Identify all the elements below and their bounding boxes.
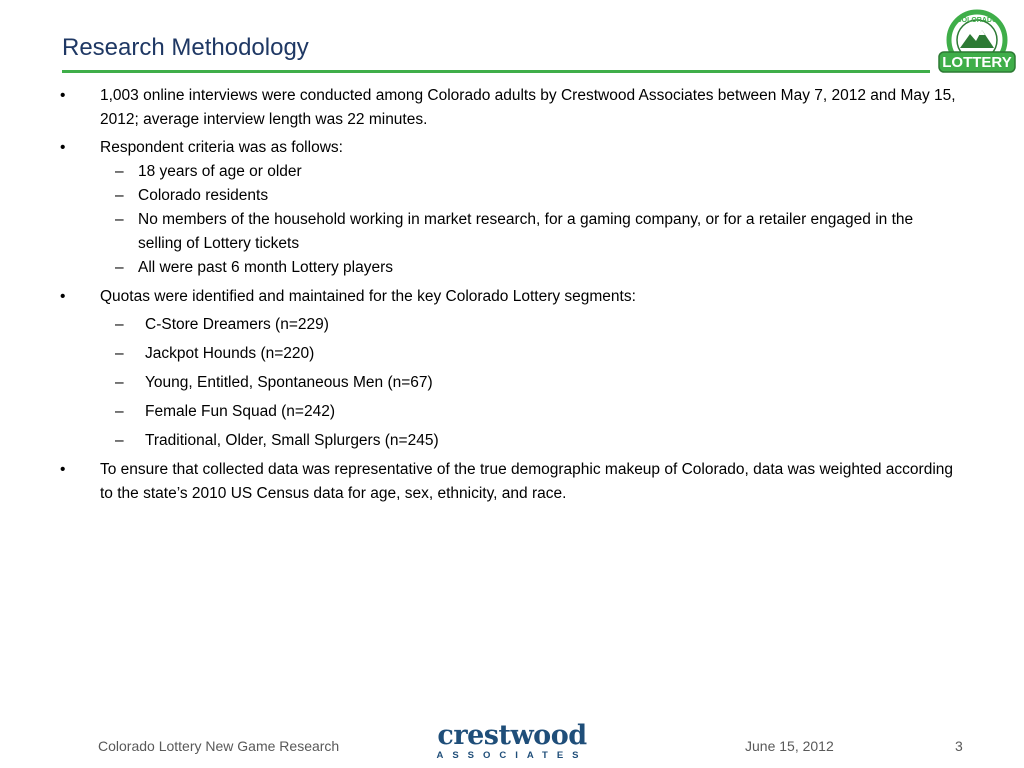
title-divider [62,70,930,73]
bullet-marker: • [60,288,66,305]
sub-bullet-item [60,400,960,424]
sub-bullet-text: 18 years of age or older [138,163,302,180]
sub-bullet-item [60,208,960,256]
bullet-item [60,84,960,132]
bullet-marker: • [60,461,66,478]
bullet-item [60,285,960,309]
dash-marker: – [115,432,124,449]
crestwood-brand-name: crestwood [437,720,587,751]
logo-bottom-text: LOTTERY [942,54,1012,71]
sub-bullet-text: Young, Entitled, Spontaneous Men (n=67) [145,374,433,391]
bullet-text: 1,003 online interviews were conducted among Colorado adults by Crestwood Associates between May 7, 2012 and May 15, 2012; average interview length was 22 minutes. [100,87,956,128]
sub-bullet-item [60,313,960,337]
dash-marker: – [115,316,124,333]
bullet-marker: • [60,139,66,156]
footer-date: June 15, 2012 [745,738,834,754]
bullet-item [60,458,960,506]
sub-bullet-item [60,342,960,366]
colorado-lottery-logo [936,8,1018,78]
logo-top-text: COLORADO [956,17,998,24]
slide-body [60,84,960,510]
sub-bullet-item [60,429,960,453]
bullet-text: Respondent criteria was as follows: [100,139,343,156]
footer-title: Colorado Lottery New Game Research [98,738,340,754]
page-number: 3 [955,738,963,754]
sub-bullet-text: Female Fun Squad (n=242) [145,403,335,420]
sub-bullet-item [60,256,960,280]
dash-marker: – [115,211,124,228]
sub-bullet-item [60,371,960,395]
sub-bullet-text: Traditional, Older, Small Splurgers (n=245) [145,432,439,449]
crestwood-brand-sub: ASSOCIATES [436,750,588,761]
bullet-item [60,136,960,160]
bullet-marker: • [60,87,66,104]
slide-title: Research Methodology [62,34,309,61]
dash-marker: – [115,259,124,276]
dash-marker: – [115,163,124,180]
sub-bullet-text: All were past 6 month Lottery players [138,259,394,276]
dash-marker: – [115,345,124,362]
sub-bullet-text: Colorado residents [138,187,269,204]
sub-bullet-item [60,184,960,208]
sub-bullet-text: C-Store Dreamers (n=229) [145,316,329,333]
dash-marker: – [115,187,124,204]
bullet-text: To ensure that collected data was representative of the true demographic makeup of Colorado, data was weighted according to the state’s 2010 US Census data for age, sex, ethnicity, and race. [100,461,954,502]
bullet-text: Quotas were identified and maintained for the key Colorado Lottery segments: [100,288,636,305]
sub-bullet-text: No members of the household working in market research, for a gaming company, or for a retailer engaged in the selling of Lottery tickets [138,211,914,252]
dash-marker: – [115,374,124,391]
sub-bullet-item [60,160,960,184]
dash-marker: – [115,403,124,420]
crestwood-logo [436,720,588,762]
sub-bullet-text: Jackpot Hounds (n=220) [145,345,315,362]
